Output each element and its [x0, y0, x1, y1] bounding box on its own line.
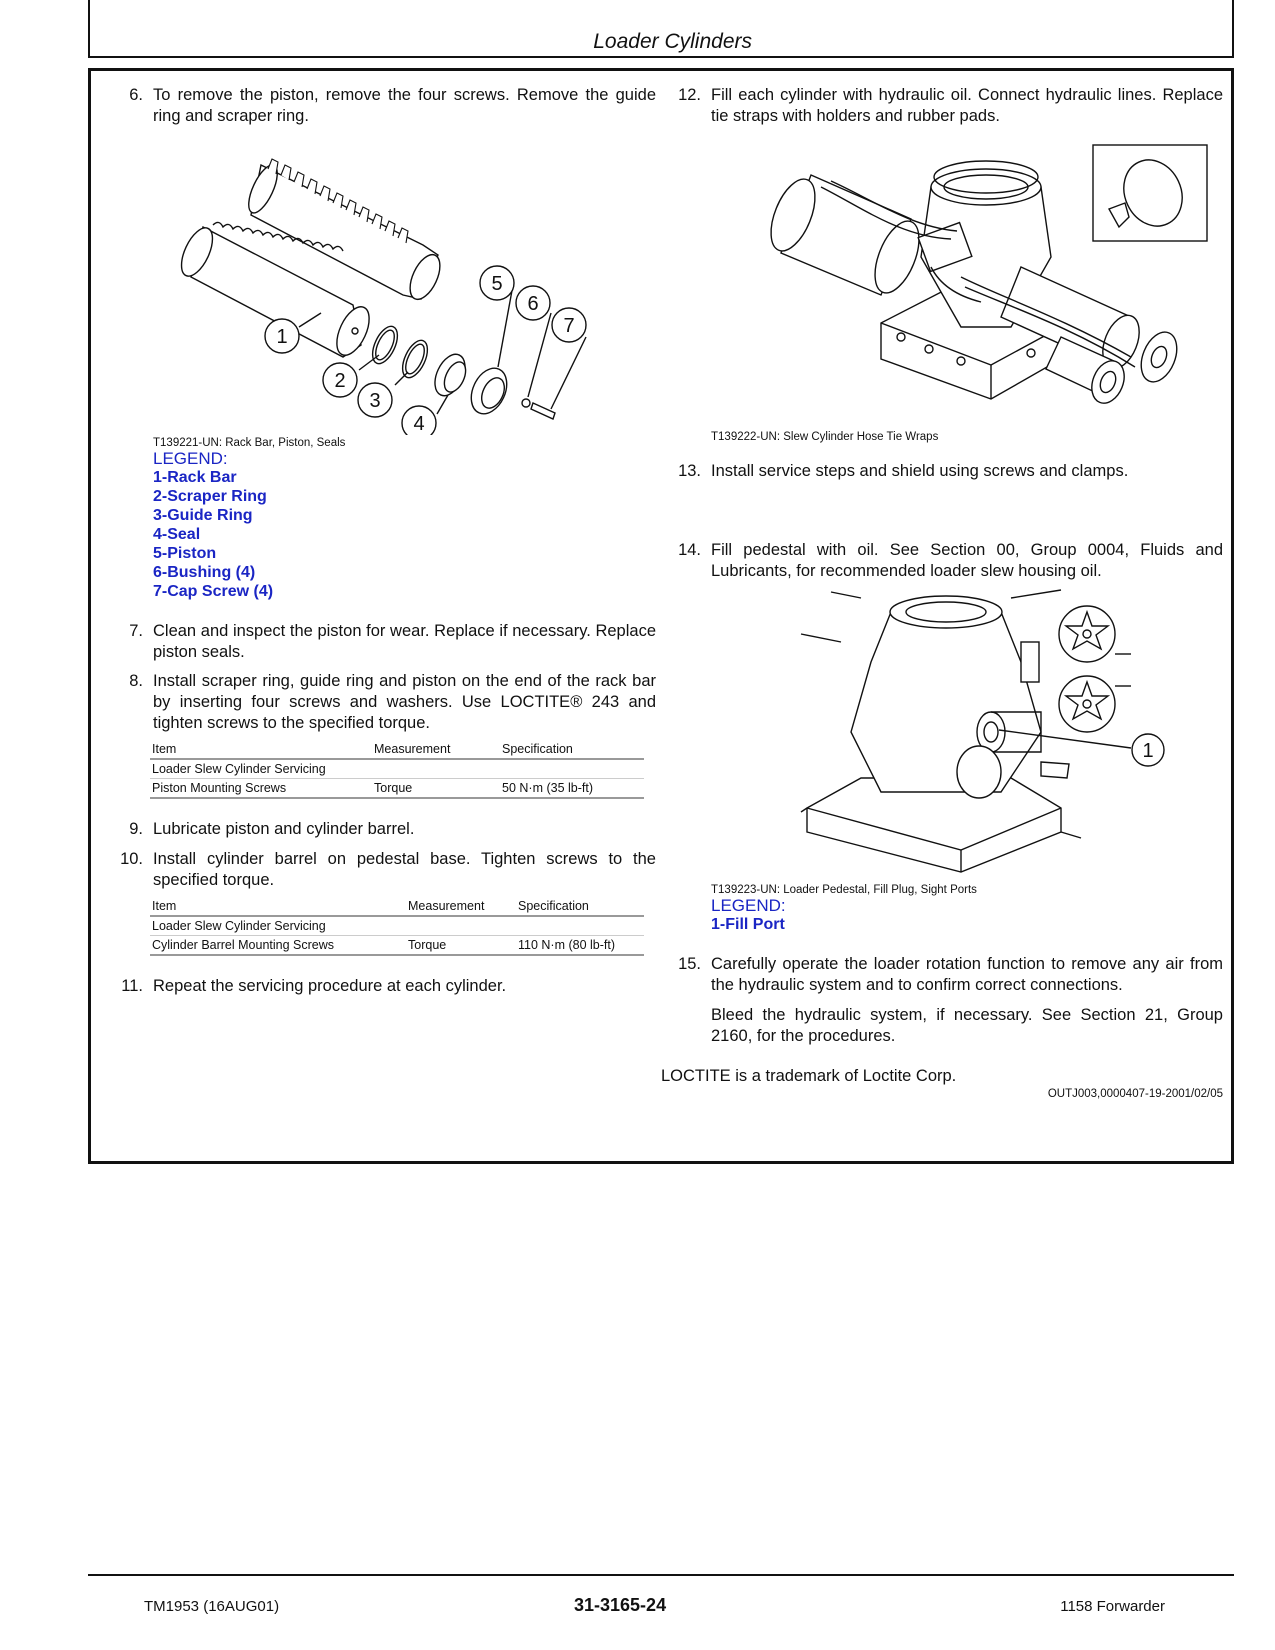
step-number: 12.: [678, 86, 701, 104]
step-15: [661, 954, 1223, 996]
slew-cylinder-illustration: [661, 127, 1223, 429]
table-cell: 110 N·m (80 lb-ft): [516, 936, 644, 956]
content-box: [88, 68, 1234, 1164]
callout-4: 4: [413, 413, 425, 435]
step-9: [103, 819, 656, 840]
step-number: 10.: [120, 850, 143, 868]
step-number: 14.: [678, 541, 701, 559]
table-header: Measurement: [406, 897, 516, 916]
step-text: Repeat the servicing procedure at each cylinder.: [153, 977, 507, 995]
table-group: Loader Slew Cylinder Servicing: [150, 916, 644, 936]
table-cell: Torque: [372, 779, 500, 799]
step-15-note: Bleed the hydraulic system, if necessary. See Section 21, Group 2160, for the procedures.: [711, 1006, 1223, 1045]
legend-item: 6-Bushing (4): [153, 564, 256, 581]
figure-loader-pedestal: [661, 582, 1223, 882]
step-number: 9.: [129, 820, 143, 838]
figure-caption: T139223-UN: Loader Pedestal, Fill Plug, Sight Ports: [711, 884, 977, 896]
figure-rack-bar-piston: [103, 127, 656, 435]
table-header: Measurement: [372, 740, 500, 759]
step-11: [103, 976, 656, 997]
callout-6: 6: [527, 293, 539, 315]
table-cell: Cylinder Barrel Mounting Screws: [150, 936, 406, 956]
footer-rule: [88, 1574, 1234, 1576]
legend-title: LEGEND:: [711, 896, 786, 915]
callout-1: 1: [1142, 740, 1154, 762]
step-text: Fill pedestal with oil. See Section 00, Group 0004, Fluids and Lubricants, for recommended loader slew housing oil.: [711, 541, 1223, 580]
legend-item: 1-Fill Port: [711, 916, 785, 933]
step-number: 8.: [129, 672, 143, 690]
step-text: To remove the piston, remove the four screws. Remove the guide ring and scraper ring.: [153, 86, 656, 125]
step-number: 6.: [129, 86, 143, 104]
step-8: [103, 671, 656, 734]
document-id: OUTJ003,0000407-19-2001/02/05: [1047, 1088, 1223, 1100]
legend-item: 7-Cap Screw (4): [153, 583, 274, 600]
step-number: 7.: [129, 622, 143, 640]
table-cell: 50 N·m (35 lb-ft): [500, 779, 644, 799]
rack-bar-piston-illustration: [103, 127, 656, 435]
step-text: Fill each cylinder with hydraulic oil. Connect hydraulic lines. Replace tie straps with holders and rubber pads.: [711, 86, 1223, 125]
spec-table-piston: [150, 740, 644, 799]
step-12: [661, 85, 1223, 127]
legend-item: 3-Guide Ring: [153, 507, 253, 524]
table-header: Item: [150, 897, 406, 916]
figure-slew-cylinder-hoses: [661, 127, 1223, 429]
page-title: Loader Cylinders: [593, 30, 752, 53]
legend-item: 4-Seal: [153, 526, 201, 543]
step-number: 13.: [678, 462, 701, 480]
callout-2: 2: [334, 370, 346, 392]
figure-legend: [711, 896, 1223, 934]
left-column: [103, 85, 656, 997]
table-header: Item: [150, 740, 372, 759]
step-text: Clean and inspect the piston for wear. Replace if necessary. Replace piston seals.: [153, 622, 656, 661]
table-header: Specification: [516, 897, 644, 916]
callout-3: 3: [369, 390, 381, 412]
callout-1: 1: [276, 326, 288, 348]
step-number: 11.: [121, 977, 143, 995]
legend-title: LEGEND:: [153, 449, 228, 468]
loader-pedestal-illustration: [661, 582, 1223, 882]
right-column: [661, 85, 1223, 1100]
trademark-note: LOCTITE is a trademark of Loctite Corp.: [661, 1067, 957, 1085]
table-header: Specification: [500, 740, 644, 759]
page-header: [88, 0, 1234, 58]
table-group: Loader Slew Cylinder Servicing: [150, 759, 644, 779]
legend-item: 1-Rack Bar: [153, 469, 237, 486]
spec-table-barrel: [150, 897, 644, 956]
table-cell: Torque: [406, 936, 516, 956]
step-7: [103, 621, 656, 663]
footer-page-number: 31-3165-24: [574, 1595, 667, 1615]
step-number: 15.: [678, 955, 701, 973]
figure-caption: T139221-UN: Rack Bar, Piston, Seals: [153, 437, 346, 449]
table-cell: Piston Mounting Screws: [150, 779, 372, 799]
legend-item: 5-Piston: [153, 545, 217, 562]
step-13: [661, 461, 1223, 482]
step-text: Install cylinder barrel on pedestal base. Tighten screws to the specified torque.: [153, 850, 656, 889]
step-6: [103, 85, 656, 127]
figure-legend: [153, 449, 656, 601]
step-text: Lubricate piston and cylinder barrel.: [153, 820, 415, 838]
callout-7: 7: [563, 315, 575, 337]
step-10: [103, 849, 656, 891]
legend-item: 2-Scraper Ring: [153, 488, 267, 505]
figure-caption: T139222-UN: Slew Cylinder Hose Tie Wraps: [711, 431, 939, 443]
step-14: [661, 540, 1223, 582]
callout-5: 5: [491, 273, 503, 295]
step-text: Install service steps and shield using screws and clamps.: [711, 462, 1129, 480]
step-text: Install scraper ring, guide ring and piston on the end of the rack bar by inserting four screws and washers. Use LOCTITE® 243 and tighten screws to the specified torque.: [153, 672, 656, 732]
footer-model: 1158 Forwarder: [1060, 1598, 1165, 1615]
footer-manual-id: TM1953 (16AUG01): [144, 1598, 280, 1615]
step-text: Carefully operate the loader rotation function to remove any air from the hydraulic system and to confirm correct connections.: [711, 955, 1223, 994]
